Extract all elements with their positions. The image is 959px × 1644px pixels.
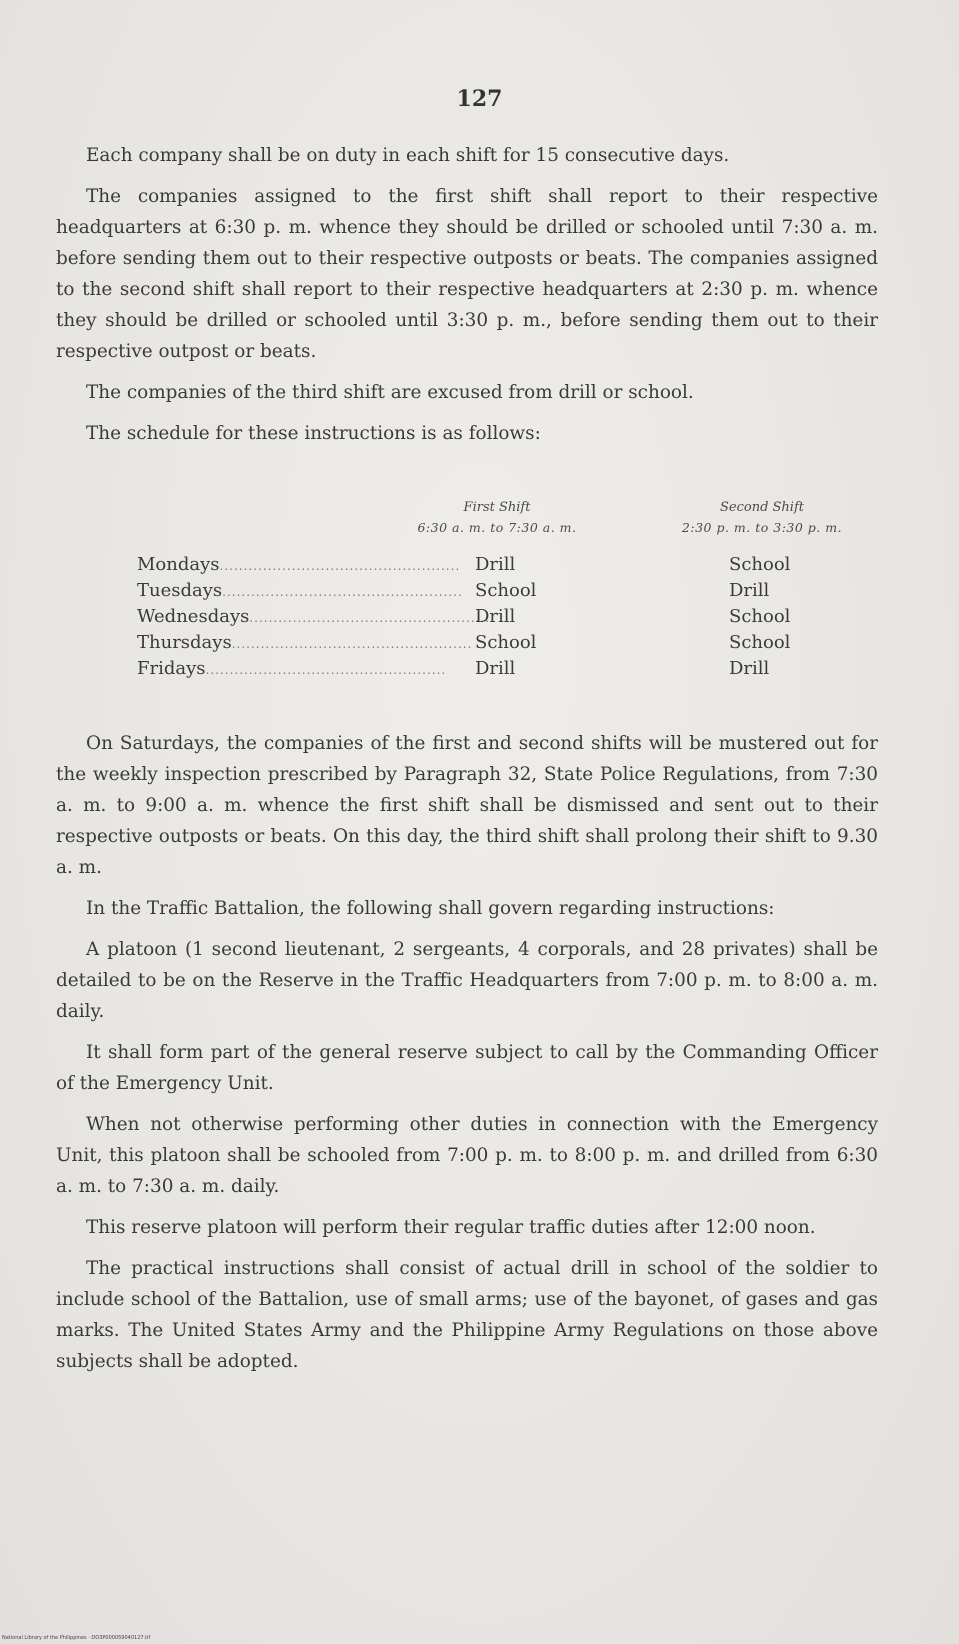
leader-dots: .................................................. bbox=[219, 559, 461, 573]
leader-dots: .................................................. bbox=[205, 663, 447, 677]
schedule-row bbox=[137, 578, 877, 604]
paragraph: In the Traffic Battalion, the following shall govern regarding instructions: bbox=[86, 898, 775, 919]
second-shift-cell: School bbox=[729, 554, 791, 575]
first-shift-cell: Drill bbox=[475, 554, 516, 575]
day-label: Mondays bbox=[137, 554, 220, 575]
paragraph: It shall form part of the general reserve subject to call by the Commanding Officer of the Emergency Unit. bbox=[56, 1042, 878, 1094]
paragraph: The schedule for these instructions is as follows: bbox=[86, 423, 541, 444]
paragraph: This reserve platoon will perform their regular traffic duties after 12:00 noon. bbox=[86, 1217, 816, 1238]
paragraph: On Saturdays, the companies of the first and second shifts will be mustered out for the weekly inspection prescribed by Paragraph 32, State Police Regulations, from 7:30 a. m. to 9:00 a. m. whence the first shift shall be dismissed and sent out to their respective outposts or beats. On this day, the third shift shall prolong their shift to 9.30 a. m. bbox=[56, 733, 878, 878]
text-block-top bbox=[56, 140, 878, 459]
second-shift-cell: School bbox=[729, 632, 791, 653]
leader-dots: .................................................. bbox=[231, 637, 473, 651]
schedule-day-cell bbox=[137, 656, 447, 683]
day-label: Tuesdays bbox=[137, 580, 223, 601]
first-shift-cell: Drill bbox=[475, 658, 516, 679]
second-shift-header bbox=[642, 498, 882, 538]
first-shift-time: 6:30 a. m. to 7:30 a. m. bbox=[417, 520, 577, 535]
schedule-day-cell bbox=[137, 630, 473, 657]
schedule-row bbox=[137, 604, 877, 630]
day-label: Wednesdays bbox=[137, 606, 250, 627]
first-shift-cell: School bbox=[475, 580, 537, 601]
text-block-bottom bbox=[56, 728, 878, 1387]
schedule-table bbox=[137, 498, 877, 688]
first-shift-cell: Drill bbox=[475, 606, 516, 627]
day-label: Thursdays bbox=[137, 632, 232, 653]
schedule-row bbox=[137, 630, 877, 656]
paragraph: The practical instructions shall consist of actual drill in school of the soldier to include school of the Battalion, use of small arms; use of the bayonet, of gases and gas marks. The United States Army and the Philippine Army Regulations on those above subjects shall be adopted. bbox=[56, 1258, 878, 1372]
page-number: 127 bbox=[456, 86, 503, 112]
day-label: Fridays bbox=[137, 658, 206, 679]
schedule-day-cell bbox=[137, 552, 461, 579]
second-shift-cell: School bbox=[729, 606, 791, 627]
first-shift-header bbox=[382, 498, 612, 538]
second-shift-cell: Drill bbox=[729, 658, 770, 679]
leader-dots: .................................................. bbox=[249, 611, 491, 625]
second-shift-title: Second Shift bbox=[719, 500, 804, 515]
paragraph: The companies assigned to the first shift shall report to their respective headquarters at 6:30 p. m. whence they should be drilled or schooled until 7:30 a. m. before sending them out to their respective outposts or beats. The companies assigned to the second shift shall report to their respective headquarters at 2:30 p. m. whence they should be drilled or schooled until 3:30 p. m., before sending them out to their respective outpost or beats. bbox=[56, 186, 878, 362]
first-shift-cell: School bbox=[475, 632, 537, 653]
paragraph: A platoon (1 second lieutenant, 2 sergeants, 4 corporals, and 28 privates) shall be detailed to be on the Reserve in the Traffic Headquarters from 7:00 p. m. to 8:00 a. m. daily. bbox=[56, 939, 878, 1022]
scan-footer-label: National Library of the Philippines · DO3P000059040127.tif bbox=[2, 1635, 151, 1641]
second-shift-time: 2:30 p. m. to 3:30 p. m. bbox=[681, 520, 843, 535]
schedule-day-cell bbox=[137, 578, 463, 605]
second-shift-cell: Drill bbox=[729, 580, 770, 601]
paragraph: The companies of the third shift are excused from drill or school. bbox=[86, 382, 694, 403]
schedule-day-cell bbox=[137, 604, 491, 631]
first-shift-title: First Shift bbox=[463, 500, 531, 515]
leader-dots: .................................................. bbox=[222, 585, 463, 599]
paragraph: When not otherwise performing other duties in connection with the Emergency Unit, this platoon shall be schooled from 7:00 p. m. to 8:00 p. m. and drilled from 6:30 a. m. to 7:30 a. m. daily. bbox=[56, 1114, 878, 1197]
schedule-row bbox=[137, 656, 877, 682]
paragraph: Each company shall be on duty in each shift for 15 consecutive days. bbox=[86, 145, 730, 166]
schedule-row bbox=[137, 552, 877, 578]
